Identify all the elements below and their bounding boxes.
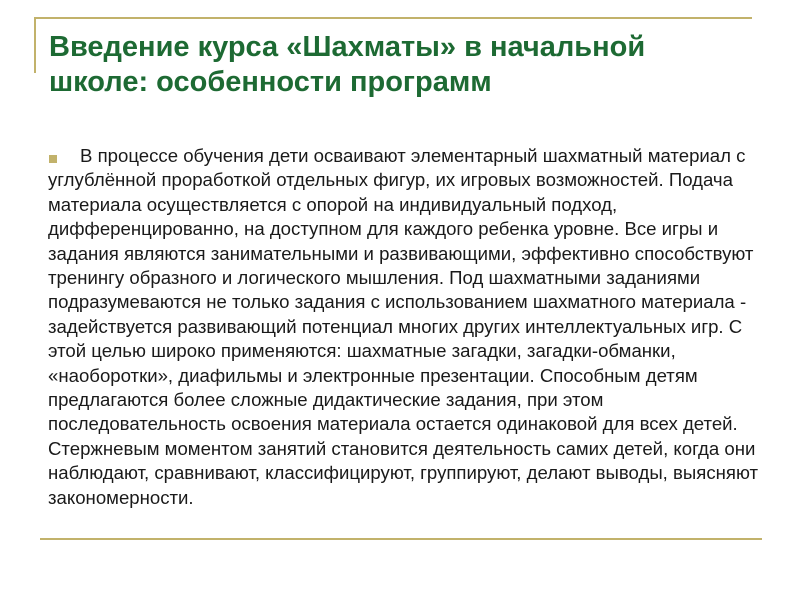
slide-body <box>48 144 760 510</box>
body-paragraph: В процессе обучения дети осваивают элементарный шахматный материал с углублённой проработкой отдельных фигур, их игровых возможностей. Подача материала осуществляется с опорой на индивидуальный подход, дифференцированно, на доступном для каждого ребенка уровне. Все игры и задания являются занимательными и развивающими, эффективно способствуют тренингу образного и логического мышления. Под шахматными заданиями подразумеваются не только задания с использованием шахматного материала - задействуется развивающий потенциал многих других интеллектуальных игр. С этой целью широко применяются: шахматные загадки, загадки-обманки, «наоборотки», диафильмы и электронные презентации. Способным детям предлагаются более сложные дидактические задания, при этом последовательность освоения материала остается одинаковой для всех детей. Стержневым моментом занятий становится деятельность самих детей, когда они наблюдают, сравнивают, классифицируют, группируют, делают выводы, выясняют закономерности. <box>48 145 759 508</box>
slide-title: Введение курса «Шахматы» в начальной школе: особенности программ <box>49 31 646 98</box>
top-divider-line <box>34 17 752 19</box>
left-divider-line <box>34 17 36 73</box>
square-bullet-icon <box>49 155 57 163</box>
bottom-divider-line <box>40 538 762 540</box>
